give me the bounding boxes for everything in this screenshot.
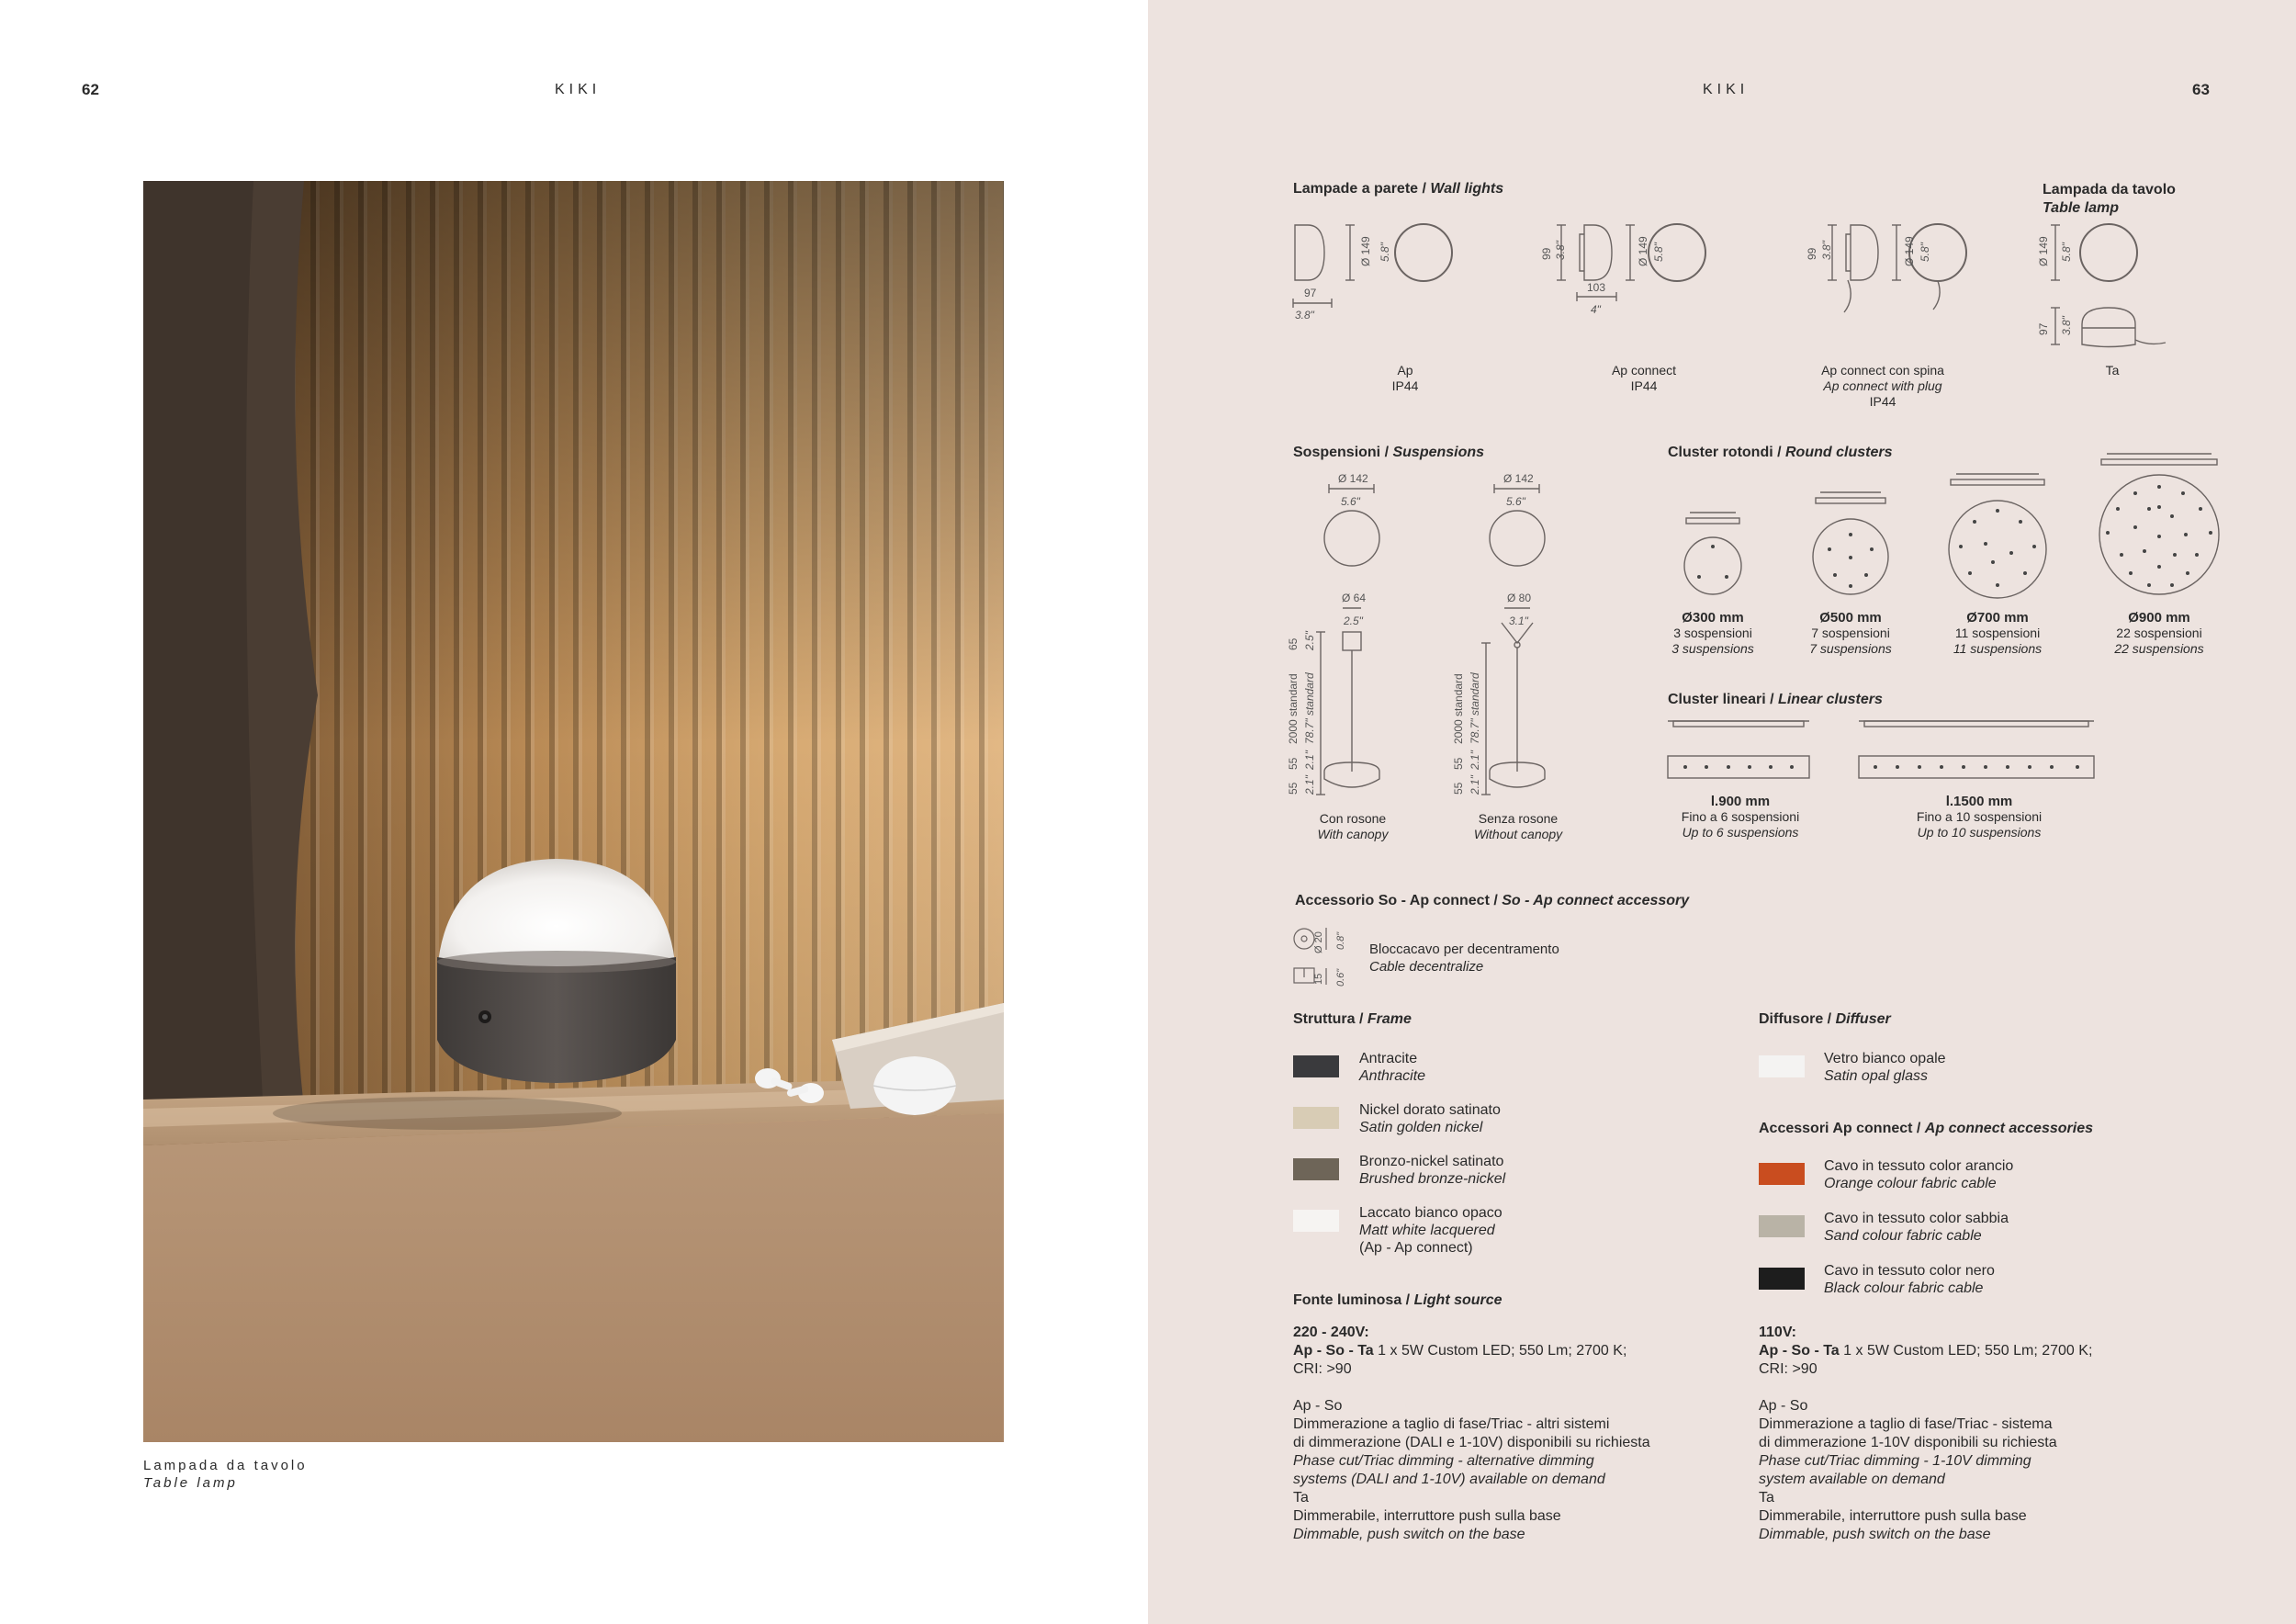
dim-apcs-h-in: 3.8" bbox=[1820, 241, 1833, 260]
cable-item-black: Cavo in tessuto color nero Black colour fabric cable bbox=[1824, 1263, 1995, 1296]
svg-text:Ø 64: Ø 64 bbox=[1342, 592, 1367, 604]
accessory-text: Bloccacavo per decentramento Cable decentralize bbox=[1369, 942, 1559, 975]
cluster-300-label: Ø300 mm 3 sospensioni 3 suspensions bbox=[1671, 610, 1754, 656]
svg-text:Ø 80: Ø 80 bbox=[1507, 592, 1532, 604]
frame-title: Struttura / Frame bbox=[1293, 1011, 1412, 1027]
frame-swatch-golden-nickel bbox=[1293, 1107, 1339, 1129]
cluster-700-label: Ø700 mm 11 sospensioni 11 suspensions bbox=[1953, 610, 2043, 656]
dim-apcs-h: 99 bbox=[1806, 247, 1818, 260]
svg-text:55: 55 bbox=[1287, 757, 1300, 770]
svg-text:Ø 142: Ø 142 bbox=[1338, 472, 1368, 485]
suspensions-title: Sospensioni / Suspensions bbox=[1293, 445, 1485, 460]
page-number-right: 63 bbox=[2192, 81, 2210, 98]
suspensions-drawings bbox=[1286, 468, 1561, 799]
svg-text:78.7" standard: 78.7" standard bbox=[1303, 672, 1316, 744]
frame-swatch-anthracite bbox=[1293, 1055, 1339, 1077]
ap-accessories-title: Accessori Ap connect / Ap connect accessories bbox=[1759, 1121, 2093, 1136]
svg-text:Ø 142: Ø 142 bbox=[1503, 472, 1534, 485]
svg-text:97: 97 bbox=[2037, 322, 2050, 335]
dim-apcs-d: Ø 149 bbox=[1903, 236, 1916, 266]
dim-apc-h: 99 bbox=[1540, 247, 1553, 260]
round-clusters-title: Cluster rotondi / Round clusters bbox=[1668, 445, 1893, 460]
svg-text:2.5": 2.5" bbox=[1303, 631, 1316, 650]
caption-it: Lampada da tavolo bbox=[143, 1458, 308, 1473]
svg-text:55: 55 bbox=[1452, 782, 1465, 795]
cable-item-orange: Cavo in tessuto color arancio Orange colour fabric cable bbox=[1824, 1158, 2014, 1191]
frame-item-anthracite: Antracite Anthracite bbox=[1359, 1051, 1426, 1084]
ap-label: Ap IP44 bbox=[1391, 363, 1419, 393]
svg-text:3.8": 3.8" bbox=[2060, 316, 2073, 335]
diffuser-title: Diffusore / Diffuser bbox=[1759, 1011, 1891, 1027]
accessory-drawing bbox=[1291, 920, 1365, 994]
svg-text:65: 65 bbox=[1287, 637, 1300, 650]
svg-text:2000 standard: 2000 standard bbox=[1287, 673, 1300, 744]
svg-text:2.1": 2.1" bbox=[1469, 750, 1481, 770]
wall-lights-title-it: Lampade a parete / bbox=[1293, 181, 1431, 197]
light-source-left: 220 - 240V: Ap - So - Ta 1 x 5W Custom LED; 550 Lm; 2700 K; CRI: >90 Ap - So Dimmerazione a taglio di fase/Triac - altri sistemi di dimmerazione (DALI e 1-10V) disponibili su richiesta Phase cut/Triac dimming - alternative dimming systems (DALI and 1-10V) available on demand Ta Dimmerabile, interruttore push sulla base Dimmable, push switch on the base bbox=[1293, 1325, 1650, 1542]
ta-label: Ta bbox=[2105, 363, 2120, 378]
dim-apcs-d-in: 5.8" bbox=[1919, 242, 1931, 262]
svg-text:55: 55 bbox=[1452, 757, 1465, 770]
wall-lights-dims bbox=[1286, 216, 2112, 326]
frame-swatch-matt-white bbox=[1293, 1210, 1339, 1232]
dim-ap-w: 97 bbox=[1304, 287, 1317, 299]
right-page bbox=[1148, 0, 2296, 1624]
round-clusters-drawings bbox=[1662, 452, 2268, 603]
svg-text:2.1": 2.1" bbox=[1469, 775, 1481, 795]
cluster-500-label: Ø500 mm 7 sospensioni 7 suspensions bbox=[1809, 610, 1892, 656]
photo-caption bbox=[143, 1457, 308, 1492]
svg-text:Ø 149: Ø 149 bbox=[2037, 236, 2050, 266]
frame-item-bronze-nickel: Bronzo-nickel satinato Brushed bronze-nickel bbox=[1359, 1154, 1506, 1187]
svg-text:2.1": 2.1" bbox=[1303, 775, 1316, 795]
cable-swatch-orange bbox=[1759, 1163, 1805, 1185]
page-header-right: KIKI bbox=[1703, 82, 1750, 97]
svg-text:5.6": 5.6" bbox=[1341, 495, 1360, 508]
lamp-scene-image bbox=[143, 181, 1004, 1442]
cluster-900-label: Ø900 mm 22 sospensioni 22 suspensions bbox=[2114, 610, 2204, 656]
frame-item-matt-white: Laccato bianco opaco Matt white lacquered (Ap - Ap connect) bbox=[1359, 1205, 1503, 1256]
table-lamp-title: Lampada da tavolo Table lamp bbox=[2043, 182, 2176, 216]
svg-text:3.1": 3.1" bbox=[1509, 615, 1528, 627]
linear-clusters-title: Cluster lineari / Linear clusters bbox=[1668, 692, 1883, 707]
apc-label: Ap connect IP44 bbox=[1611, 363, 1677, 393]
linear-clusters-drawings bbox=[1662, 712, 2140, 785]
dim-ap-w-in: 3.8" bbox=[1295, 309, 1314, 321]
table-lamp-photo bbox=[143, 181, 1004, 1442]
svg-text:5.8": 5.8" bbox=[2060, 242, 2073, 262]
dim-ap-d: Ø 149 bbox=[1359, 236, 1372, 266]
svg-text:2.5": 2.5" bbox=[1344, 615, 1363, 627]
svg-text:5.6": 5.6" bbox=[1506, 495, 1525, 508]
dim-apc-w-in: 4" bbox=[1591, 303, 1601, 316]
page-header-left: KIKI bbox=[555, 82, 602, 97]
dim-apc-h-in: 3.8" bbox=[1554, 241, 1567, 260]
svg-text:2000 standard: 2000 standard bbox=[1452, 673, 1465, 744]
linear-1500-label: l.1500 mm Fino a 10 sospensioni Up to 10 suspensions bbox=[1916, 794, 2043, 840]
cable-item-sand: Cavo in tessuto color sabbia Sand colour fabric cable bbox=[1824, 1211, 2009, 1244]
diffuser-swatch bbox=[1759, 1055, 1805, 1077]
svg-text:78.7" standard: 78.7" standard bbox=[1469, 672, 1481, 744]
svg-text:55: 55 bbox=[1287, 782, 1300, 795]
svg-text:0.8": 0.8" bbox=[1335, 931, 1346, 950]
cable-swatch-black bbox=[1759, 1268, 1805, 1290]
linear-900-label: l.900 mm Fino a 6 sospensioni Up to 6 suspensions bbox=[1681, 794, 1800, 840]
with-canopy-label: Con rosone With canopy bbox=[1317, 811, 1389, 841]
wall-lights-title-en: Wall lights bbox=[1430, 181, 1504, 197]
svg-text:15: 15 bbox=[1313, 973, 1324, 985]
svg-text:Ø 20: Ø 20 bbox=[1313, 931, 1324, 953]
light-source-title: Fonte luminosa / Light source bbox=[1293, 1292, 1503, 1308]
cable-swatch-sand bbox=[1759, 1215, 1805, 1237]
wall-lights-title bbox=[1293, 181, 1503, 197]
without-canopy-label: Senza rosone Without canopy bbox=[1473, 811, 1563, 841]
dim-ap-d-in: 5.8" bbox=[1379, 242, 1391, 262]
caption-en: Table lamp bbox=[143, 1475, 238, 1491]
dim-apc-d-in: 5.8" bbox=[1652, 242, 1665, 262]
page-number-left: 62 bbox=[82, 81, 99, 98]
diffuser-item: Vetro bianco opale Satin opal glass bbox=[1824, 1051, 1946, 1084]
dim-apc-w: 103 bbox=[1587, 281, 1606, 294]
dim-apc-d: Ø 149 bbox=[1637, 236, 1649, 266]
frame-item-golden-nickel: Nickel dorato satinato Satin golden nickel bbox=[1359, 1102, 1501, 1135]
apcs-label: Ap connect con spina Ap connect with plug IP44 bbox=[1821, 363, 1944, 409]
light-source-right: 110V: Ap - So - Ta 1 x 5W Custom LED; 550 Lm; 2700 K; CRI: >90 Ap - So Dimmerazione a taglio di fase/Triac - sistema di dimmerazione 1-10V disponibili su richiesta Phase cut/Triac dimming - 1-10V dimming system available on demand Ta Dimmerabile, interruttore push sulla base Dimmable, push switch on the base bbox=[1759, 1325, 2093, 1542]
svg-text:2.1": 2.1" bbox=[1303, 750, 1316, 770]
accessory-title: Accessorio So - Ap connect / So - Ap connect accessory bbox=[1295, 893, 1690, 908]
frame-swatch-bronze-nickel bbox=[1293, 1158, 1339, 1180]
table-lamp-drawing bbox=[2039, 216, 2186, 363]
svg-text:0.6": 0.6" bbox=[1335, 968, 1346, 987]
